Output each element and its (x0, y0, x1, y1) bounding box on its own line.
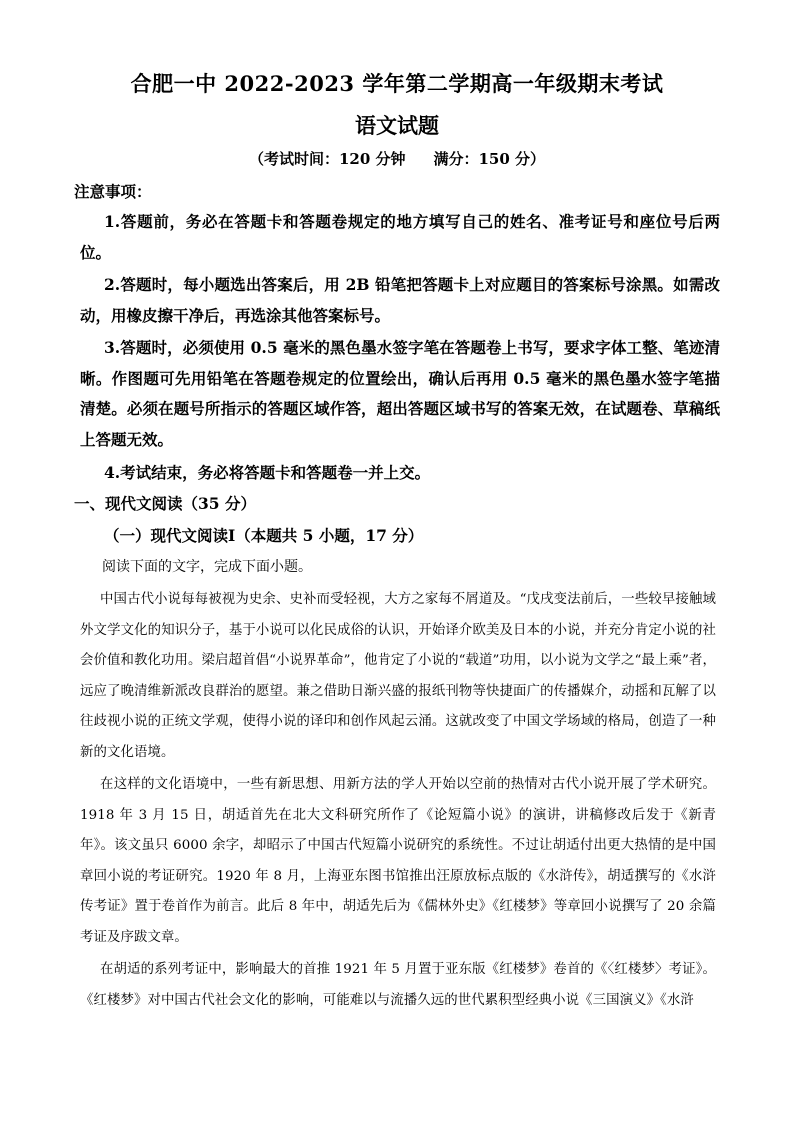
notice-item-1: 1.答题前，务必在答题卡和答题卷规定的地方填写自己的姓名、准考证号和座位号后两位。 (80, 212, 720, 262)
passage-paragraph-3: 在胡适的系列考证中，影响最大的首推 1921 年 5 月置于亚东版《红楼梦》卷首的《〈红楼梦〉考证》。《红楼梦》对中国古代社会文化的影响，可能难以与流播久远的世代累积型经典小说《三国演义》《水浒 (80, 962, 716, 1008)
exam-info (0, 148, 794, 169)
notice-item-2: 2.答题时，每小题选出答案后，用 2B 铅笔把答题卡上对应题目的答案标号涂黑。如需改动，用橡皮擦干净后，再选涂其他答案标号。 (80, 275, 720, 325)
subsection-heading: （一）现代文阅读Ⅰ（本题共 5 小题，17 分） (104, 526, 424, 545)
subject-title: 语文试题 (355, 113, 439, 138)
exam-title: 合肥一中 2022-2023 学年第二学期高一年级期末考试 (130, 71, 664, 96)
section-heading: 一、现代文阅读（35 分） (74, 494, 256, 513)
reading-instruction: 阅读下面的文字，完成下面小题。 (102, 559, 312, 575)
exam-score: 满分：150 分） (433, 150, 546, 168)
notice-item-4: 4.考试结束，务必将答题卡和答题卷一并上交。 (104, 463, 431, 482)
notice-item-3: 3.答题时，必须使用 0.5 毫米的黑色墨水签字笔在答题卷上书写，要求字体工整、笔迹清晰。作图题可先用铅笔在答题卷规定的位置绘出，确认后再用 0.5 毫米的黑色墨水签字笔描清楚。必须在题号所指示的答题区域作答，超出答题区域书写的答案无效，在试题卷、草稿纸上答题无效。 (80, 338, 720, 449)
exam-time: （考试时间：120 分钟 (248, 150, 406, 168)
passage-paragraph-2: 在这样的文化语境中，一些有新思想、用新方法的学人开始以空前的热情对古代小说开展了学术研究。1918 年 3 月 15 日，胡适首先在北大文科研究所作了《论短篇小说》的演讲，讲稿修改后发于《新青年》。该文虽只 6000 余字，却昭示了中国古代短篇小说研究的系统性。不过让胡适付出更大热情的是中国章回小说的考证研究。1920 年 8 月，上海亚东图书馆推出汪原放标点版的《水浒传》，胡适撰写的《水浒传考证》置于卷首作为前言。此后 8 年中，胡适先后为《儒林外史》《红楼梦》等章回小说撰写了 20 余篇考证及序跋文章。 (80, 777, 716, 945)
notice-heading: 注意事项： (74, 182, 152, 201)
passage-paragraph-1: 中国古代小说每每被视为史余、史补而受轻视，大方之家每不屑道及。“戊戌变法前后，一些较早接触域外文学文化的知识分子，基于小说可以化民成俗的认识，开始译介欧美及日本的小说，并充分肯定小说的社会价值和教化功用。梁启超首倡“小说界革命”，他肯定了小说的“载道”功用，以小说为文学之“最上乘”者，远应了晚清维新派改良群治的愿望。兼之借助日渐兴盛的报纸刊物等快捷面广的传播媒介，动摇和瓦解了以往歧视小说的正统文学观，使得小说的译印和创作风起云涌。这就改变了中国文学场域的格局，创造了一种新的文化语境。 (80, 592, 716, 760)
